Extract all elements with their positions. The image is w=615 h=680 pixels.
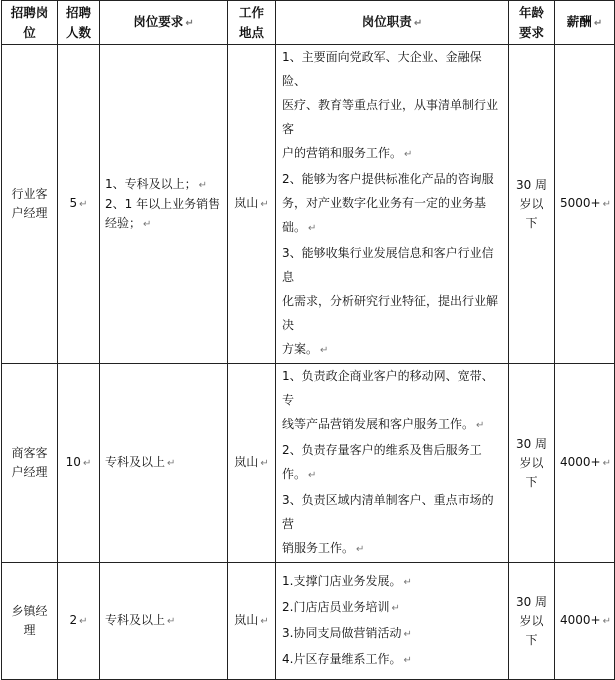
header-position: 招聘岗 位 (2, 1, 58, 45)
headcount-cell: 5 ↵ (58, 45, 100, 364)
position-cell: 乡镇经 理 (2, 563, 58, 680)
job-table (1, 0, 615, 680)
headcount-cell: 2 ↵ (58, 563, 100, 680)
location-cell: 岚山 ↵ (228, 563, 276, 680)
header-duties: 岗位职责 ↵ (276, 1, 509, 45)
headcount-cell: 10 ↵ (58, 364, 100, 563)
requirements-cell: 1、专科及以上； ↵ 2、1 年以上业务销售 经验； ↵ (100, 45, 228, 364)
table-row (2, 563, 615, 680)
table-row (2, 364, 615, 563)
salary-cell: 4000+ ↵ (555, 563, 615, 680)
header-location: 工作 地点 (228, 1, 276, 45)
requirements-cell: 专科及以上 ↵ (100, 563, 228, 680)
header-requirements: 岗位要求 ↵ (100, 1, 228, 45)
age-cell: 30 周 岁以 下 (509, 364, 555, 563)
table-row (2, 45, 615, 364)
header-salary: 薪酬 ↵ (555, 1, 615, 45)
header-age: 年龄 要求 (509, 1, 555, 45)
requirements-cell: 专科及以上 ↵ (100, 364, 228, 563)
location-cell: 岚山 ↵ (228, 45, 276, 364)
salary-cell: 4000+ ↵ (555, 364, 615, 563)
age-cell: 30 周 岁以 下 (509, 563, 555, 680)
position-cell: 商客客 户经理 (2, 364, 58, 563)
age-cell: 30 周 岁以 下 (509, 45, 555, 364)
duties-cell: 1、主要面向党政军、大企业、金融保险、 医疗、教育等重点行业，从事清单制行业客 户的营销和服务工作。 ↵ 2、能够为客户提供标准化产品的咨询服 务，对产业数字化业务有一定的业务基础。 ↵ 3、能够收集行业发展信息和客户行业信息 化需求，分析研究行业特征，提出行业解决 方案。 ↵ (276, 45, 509, 364)
location-cell: 岚山 ↵ (228, 364, 276, 563)
header-row (2, 1, 615, 45)
header-headcount: 招聘 人数 (58, 1, 100, 45)
duties-cell: 1.支撑门店业务发展。 ↵ 2.门店店员业务培训 ↵ 3.协同支局做营销活动 ↵ 4.片区存量维系工作。 ↵ (276, 563, 509, 680)
salary-cell: 5000+ ↵ (555, 45, 615, 364)
position-cell: 行业客 户经理 (2, 45, 58, 364)
duties-cell: 1、负责政企商业客户的移动网、宽带、专 线等产品营销发展和客户服务工作。 ↵ 2、负责存量客户的维系及售后服务工作。 ↵ 3、负责区域内清单制客户、重点市场的营 销服务工作。 ↵ (276, 364, 509, 563)
